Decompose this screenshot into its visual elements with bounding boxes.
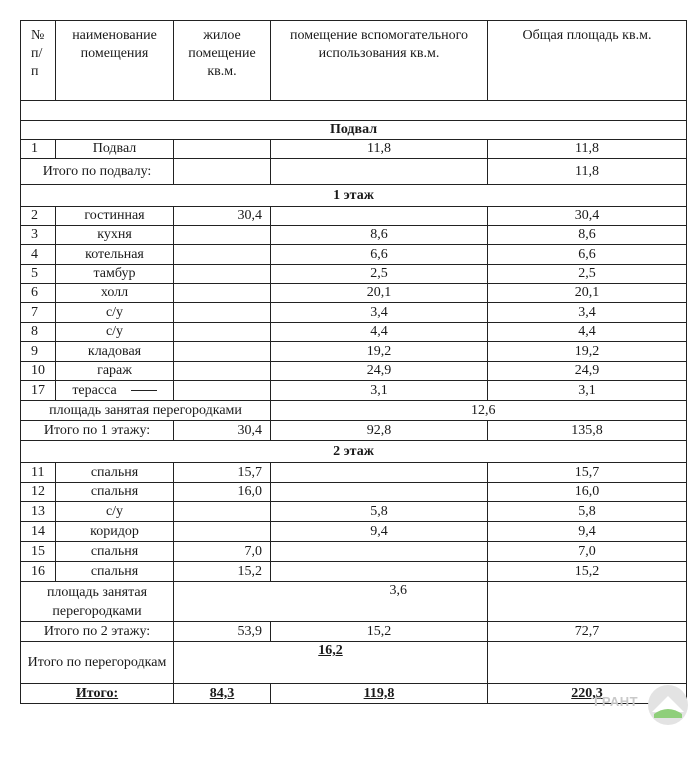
table-row <box>21 207 687 226</box>
cell-aux: 9,4 <box>271 522 488 542</box>
cell-aux: 11,8 <box>271 140 488 159</box>
table-row <box>21 483 687 502</box>
cell-total: 6,6 <box>488 245 687 265</box>
cell-num: 13 <box>21 502 56 522</box>
table-row <box>21 362 687 381</box>
cell-living <box>174 226 271 245</box>
grant-logo <box>588 682 688 728</box>
cell-name: спальня <box>56 463 174 483</box>
cell-aux <box>271 463 488 483</box>
cell-num: 12 <box>21 483 56 502</box>
cell-num: 5 <box>21 265 56 284</box>
cell-aux: 15,2 <box>271 622 488 642</box>
cell-aux: 2,5 <box>271 265 488 284</box>
table-row <box>21 140 687 159</box>
cell-aux: 8,6 <box>271 226 488 245</box>
table-row <box>21 226 687 245</box>
subtotal-row <box>21 622 687 642</box>
table-row <box>21 381 687 401</box>
header-living: жилое помещение кв.м. <box>174 21 271 101</box>
subtotal-label: Итого по подвалу: <box>21 159 174 185</box>
cell-name: с/у <box>56 323 174 342</box>
cell-total: 30,4 <box>488 207 687 226</box>
cell-total: 16,0 <box>488 483 687 502</box>
logo-text: ГРАНТ <box>594 694 639 709</box>
cell-name: гараж <box>56 362 174 381</box>
cell-name: спальня <box>56 483 174 502</box>
partitions-value: 3,6 <box>174 582 488 622</box>
grand-total-living: 84,3 <box>174 684 271 704</box>
cell-num: 4 <box>21 245 56 265</box>
cell-total: 3,1 <box>488 381 687 401</box>
cell-name: спальня <box>56 562 174 582</box>
cell-living <box>174 522 271 542</box>
cell-total: 8,6 <box>488 226 687 245</box>
cell-aux: 6,6 <box>271 245 488 265</box>
subtotal-label: Итого по 2 этажу: <box>21 622 174 642</box>
section-title: Подвал <box>21 121 687 140</box>
table-row <box>21 522 687 542</box>
table-row <box>21 463 687 483</box>
cell-total: 4,4 <box>488 323 687 342</box>
cell-name: коридор <box>56 522 174 542</box>
header-total: Общая площадь кв.м. <box>488 21 687 101</box>
cell-total: 11,8 <box>488 140 687 159</box>
table-row <box>21 562 687 582</box>
cell-living <box>174 284 271 303</box>
cell-living <box>174 362 271 381</box>
table-row <box>21 342 687 362</box>
section-title: 2 этаж <box>21 441 687 463</box>
partitions-label: площадь занятая перегородками <box>21 582 174 622</box>
cell-total: 20,1 <box>488 284 687 303</box>
spacer-row <box>21 101 687 121</box>
grand-total-total: 220,3 <box>488 684 687 704</box>
partitions-row <box>21 401 687 421</box>
cell-name: холл <box>56 284 174 303</box>
cell-living: 15,7 <box>174 463 271 483</box>
cell-total: 24,9 <box>488 362 687 381</box>
cell-num: 3 <box>21 226 56 245</box>
partitions-row <box>21 582 687 622</box>
cell-living <box>174 159 271 185</box>
partitions-value: 12,6 <box>271 401 687 421</box>
cell-name: с/у <box>56 502 174 522</box>
cell-num: 14 <box>21 522 56 542</box>
cell-name: терасса <box>56 381 174 401</box>
cell-total: 7,0 <box>488 542 687 562</box>
cell-living <box>174 140 271 159</box>
cell-aux: 4,4 <box>271 323 488 342</box>
cell-total: 5,8 <box>488 502 687 522</box>
partitions-total-label: Итого по перегородкам <box>21 642 174 684</box>
header-row <box>21 21 687 101</box>
header-name: наименование помещения <box>56 21 174 101</box>
section-floor1 <box>21 185 687 207</box>
table-row <box>21 542 687 562</box>
cell-aux <box>271 562 488 582</box>
cell-num: 11 <box>21 463 56 483</box>
cell-living: 30,4 <box>174 421 271 441</box>
cell-living <box>174 245 271 265</box>
grand-total-row <box>21 684 687 704</box>
cell-name: котельная <box>56 245 174 265</box>
cell-living <box>174 303 271 323</box>
cell-num: 10 <box>21 362 56 381</box>
cell-num: 8 <box>21 323 56 342</box>
cell-num: 6 <box>21 284 56 303</box>
cell-living <box>174 502 271 522</box>
cell-living: 30,4 <box>174 207 271 226</box>
house-icon <box>588 682 688 728</box>
cell-living <box>174 323 271 342</box>
area-table <box>20 20 687 704</box>
cell-aux <box>271 159 488 185</box>
cell-total: 15,2 <box>488 562 687 582</box>
cell-aux <box>271 542 488 562</box>
cell-name: спальня <box>56 542 174 562</box>
cell-living: 16,0 <box>174 483 271 502</box>
cell-name: кухня <box>56 226 174 245</box>
subtotal-row <box>21 159 687 185</box>
cell-total: 9,4 <box>488 522 687 542</box>
cell-num: 15 <box>21 542 56 562</box>
cell-living: 53,9 <box>174 622 271 642</box>
cell-num: 7 <box>21 303 56 323</box>
subtotal-label: Итого по 1 этажу: <box>21 421 174 441</box>
partitions-total-value: 16,2 <box>174 642 488 684</box>
grand-total-label: Итого: <box>21 684 174 704</box>
cell-num: 2 <box>21 207 56 226</box>
grand-total-aux: 119,8 <box>271 684 488 704</box>
table-row <box>21 265 687 284</box>
cell-total: 2,5 <box>488 265 687 284</box>
cell-total: 135,8 <box>488 421 687 441</box>
partitions-total-row <box>21 642 687 684</box>
table-row <box>21 303 687 323</box>
cell-num: 17 <box>21 381 56 401</box>
cell-aux: 5,8 <box>271 502 488 522</box>
cell-total: 3,4 <box>488 303 687 323</box>
cell-aux: 19,2 <box>271 342 488 362</box>
section-title: 1 этаж <box>21 185 687 207</box>
cell-num: 1 <box>21 140 56 159</box>
table-row <box>21 284 687 303</box>
cell-num: 16 <box>21 562 56 582</box>
cell-living: 7,0 <box>174 542 271 562</box>
cell-total: 11,8 <box>488 159 687 185</box>
cell-name: кладовая <box>56 342 174 362</box>
cell-num: 9 <box>21 342 56 362</box>
cell-name: тамбур <box>56 265 174 284</box>
cell-aux <box>271 483 488 502</box>
cell-total: 72,7 <box>488 622 687 642</box>
header-aux: помещение вспомогательного использования кв.м. <box>271 21 488 101</box>
cell-total: 15,7 <box>488 463 687 483</box>
section-floor2 <box>21 441 687 463</box>
partitions-label: площадь занятая перегородками <box>21 401 271 421</box>
cell-name: с/у <box>56 303 174 323</box>
cell-aux: 3,4 <box>271 303 488 323</box>
cell-living: 15,2 <box>174 562 271 582</box>
cell-total: 19,2 <box>488 342 687 362</box>
cell-aux <box>271 207 488 226</box>
cell-living <box>174 265 271 284</box>
cell-aux: 92,8 <box>271 421 488 441</box>
cell-aux: 3,1 <box>271 381 488 401</box>
cell-aux: 20,1 <box>271 284 488 303</box>
cell-name: Подвал <box>56 140 174 159</box>
cell-living <box>174 381 271 401</box>
section-basement <box>21 121 687 140</box>
cell-living <box>174 342 271 362</box>
subtotal-row <box>21 421 687 441</box>
cell-aux: 24,9 <box>271 362 488 381</box>
table-row <box>21 245 687 265</box>
dash-mark <box>131 390 157 391</box>
table-row <box>21 502 687 522</box>
header-num: № п/ п <box>21 21 56 101</box>
cell-name: гостинная <box>56 207 174 226</box>
table-row <box>21 323 687 342</box>
